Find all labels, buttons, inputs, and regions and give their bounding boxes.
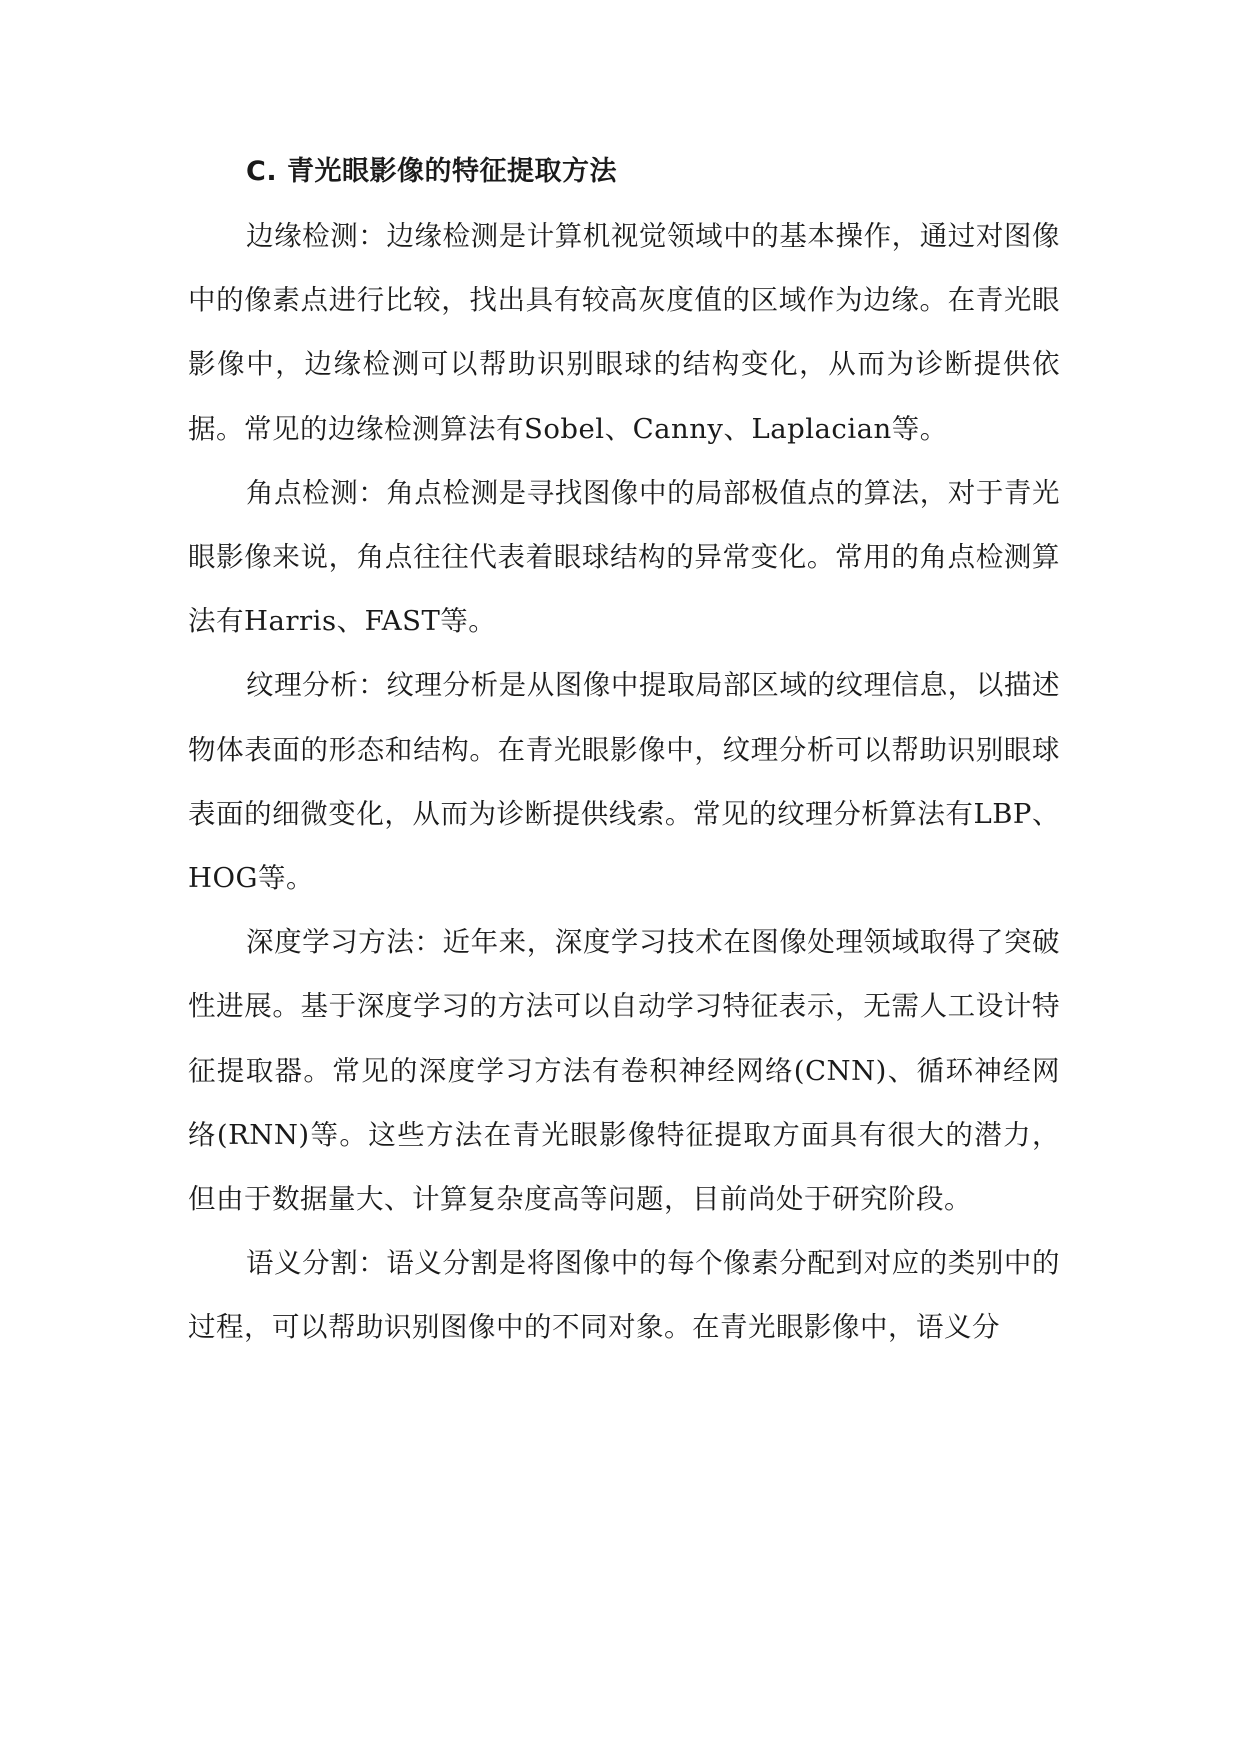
section-heading: C. 青光眼影像的特征提取方法 (246, 156, 617, 187)
document-page (188, 140, 1060, 1360)
paragraph-edge-detection: 边缘检测：边缘检测是计算机视觉领域中的基本操作，通过对图像中的像素点进行比较，找出具有较高灰度值的区域作为边缘。在青光眼影像中，边缘检测可以帮助识别眼球的结构变化，从而为诊断提供依据。常见的边缘检测算法有Sobel、Canny、Laplacian等。 (188, 220, 1060, 445)
paragraph-texture-analysis: 纹理分析：纹理分析是从图像中提取局部区域的纹理信息，以描述物体表面的形态和结构。在青光眼影像中，纹理分析可以帮助识别眼球表面的细微变化，从而为诊断提供线索。常见的纹理分析算法有LBP、HOG等。 (188, 669, 1060, 895)
paragraph-corner-detection: 角点检测：角点检测是寻找图像中的局部极值点的算法，对于青光眼影像来说，角点往往代表着眼球结构的异常变化。常用的角点检测算法有Harris、FAST等。 (188, 476, 1060, 638)
paragraph-semantic-segmentation: 语义分割：语义分割是将图像中的每个像素分配到对应的类别中的过程，可以帮助识别图像中的不同对象。在青光眼影像中，语义分 (188, 1247, 1060, 1344)
paragraph-deep-learning: 深度学习方法：近年来，深度学习技术在图像处理领域取得了突破性进展。基于深度学习的方法可以自动学习特征表示，无需人工设计特征提取器。常见的深度学习方法有卷积神经网络(CNN)、循环神经网络(RNN)等。这些方法在青光眼影像特征提取方面具有很大的潜力，但由于数据量大、计算复杂度高等问题，目前尚处于研究阶段。 (188, 926, 1060, 1216)
